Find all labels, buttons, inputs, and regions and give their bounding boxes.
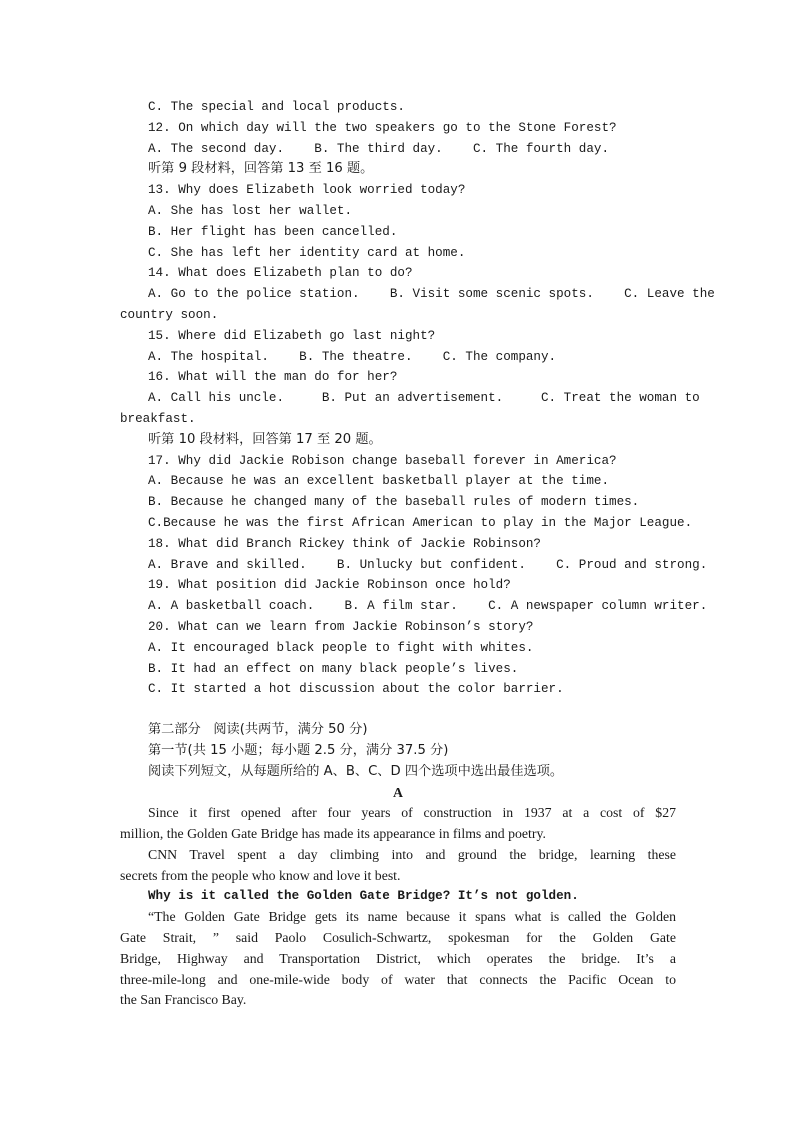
q13-option-c: C. She has left her identity card at home. xyxy=(148,245,466,260)
reading-part-title: 第二部分 阅读(共两节，满分 50 分) xyxy=(148,722,368,738)
q15-options: A. The hospital. B. The theatre. C. The company. xyxy=(148,349,557,364)
q16-question: 16. What will the man do for her? xyxy=(148,370,398,385)
para3-line3: Bridge, Highway and Transportation District, which operates the bridge. It’s a xyxy=(120,950,676,966)
q14-question: 14. What does Elizabeth plan to do? xyxy=(148,266,413,281)
q20-option-c: C. It started a hot discussion about the color barrier. xyxy=(148,682,564,697)
q12-options: A. The second day. B. The third day. C. The fourth day. xyxy=(148,141,610,156)
q14-options-line1: A. Go to the police station. B. Visit some scenic spots. C. Leave the xyxy=(148,287,715,302)
q20-question: 20. What can we learn from Jackie Robinson’s story? xyxy=(148,619,534,634)
reading-section-title: 第一节(共 15 小题；每小题 2.5 分，满分 37.5 分) xyxy=(148,742,449,758)
section-gap xyxy=(120,700,676,720)
page-content xyxy=(120,97,715,1011)
section9-intro: 听第 9 段材料，回答第 13 至 16 题。 xyxy=(148,161,374,177)
q13-option-b: B. Her flight has been cancelled. xyxy=(148,224,398,239)
q13-question: 13. Why does Elizabeth look worried today? xyxy=(148,183,466,198)
para3-line1: “The Golden Gate Bridge gets its name because it spans what is called the Golden xyxy=(148,909,676,925)
q15-question: 15. Where did Elizabeth go last night? xyxy=(148,328,436,343)
section10-intro: 听第 10 段材料，回答第 17 至 20 题。 xyxy=(148,431,382,447)
passage-label: A xyxy=(393,784,403,800)
para1-line1: Since it first opened after four years of construction in 1937 at a cost of $27 xyxy=(148,805,676,821)
q20-option-b: B. It had an effect on many black people’s lives. xyxy=(148,661,519,676)
para1-line2: million, the Golden Gate Bridge has made its appearance in films and poetry. xyxy=(120,826,546,842)
q18-options: A. Brave and skilled. B. Unlucky but confident. C. Proud and strong. xyxy=(148,557,708,572)
q12-question: 12. On which day will the two speakers go to the Stone Forest? xyxy=(148,120,617,135)
q14-options-line2: country soon. xyxy=(120,307,219,322)
q17-option-a: A. Because he was an excellent basketball player at the time. xyxy=(148,474,610,489)
q18-question: 18. What did Branch Rickey think of Jackie Robinson? xyxy=(148,536,541,551)
passage-subheading: Why is it called the Golden Gate Bridge? It’s not golden. xyxy=(148,889,579,904)
reading-instruction: 阅读下列短文，从每题所给的 A、B、C、D 四个选项中选出最佳选项。 xyxy=(148,763,564,779)
para3-line4: three-mile-long and one-mile-wide body of water that connects the Pacific Ocean to xyxy=(120,971,676,987)
q19-question: 19. What position did Jackie Robinson once hold? xyxy=(148,578,511,593)
q19-options: A. A basketball coach. B. A film star. C. A newspaper column writer. xyxy=(148,599,708,614)
q16-options-line1: A. Call his uncle. B. Put an advertisement. C. Treat the woman to xyxy=(148,391,700,406)
q16-options-line2: breakfast. xyxy=(120,411,196,426)
para2-line2: secrets from the people who know and love it best. xyxy=(120,867,401,883)
q11-option-c: C. The special and local products. xyxy=(148,100,405,114)
q13-option-a: A. She has lost her wallet. xyxy=(148,203,353,218)
q17-question: 17. Why did Jackie Robison change baseball forever in America? xyxy=(148,453,617,468)
para3-line2: Gate Strait, ” said Paolo Cosulich-Schwartz, spokesman for the Golden Gate xyxy=(120,930,676,946)
q17-option-b: B. Because he changed many of the baseball rules of modern times. xyxy=(148,495,640,510)
para2-line1: CNN Travel spent a day climbing into and ground the bridge, learning these xyxy=(148,846,676,862)
q17-option-c: C.Because he was the first African American to play in the Major League. xyxy=(148,515,693,530)
para3-line5: the San Francisco Bay. xyxy=(120,992,247,1008)
q20-option-a: A. It encouraged black people to fight with whites. xyxy=(148,640,534,655)
